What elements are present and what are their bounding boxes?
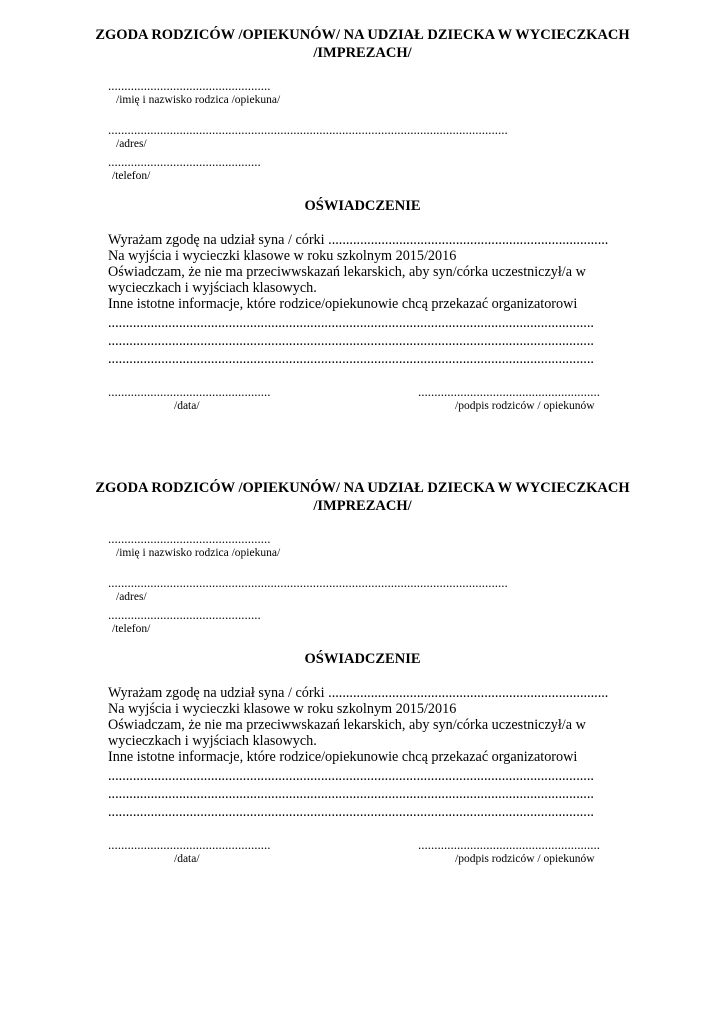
info-field-line[interactable]: ......................................................................................................................................... [108, 315, 594, 331]
statement-heading: OŚWIADCZENIE [304, 651, 421, 667]
phone-label: /telefon/ [112, 623, 151, 635]
signature-field[interactable]: ........................................................ [418, 384, 600, 399]
signature-label: /podpis rodziców / opiekunów [455, 400, 595, 412]
date-field[interactable]: .................................................. [108, 384, 271, 399]
info-field-line[interactable]: ......................................................................................................................................... [108, 804, 594, 820]
info-field-line[interactable]: ......................................................................................................................................... [108, 786, 594, 802]
consent-form-1 [0, 22, 725, 462]
info-field-line[interactable]: ......................................................................................................................................... [108, 351, 594, 367]
address-field[interactable]: ........................................................................................................................... [108, 122, 508, 137]
statement-heading: OŚWIADCZENIE [304, 198, 421, 214]
form-title [80, 26, 645, 62]
info-line: Inne istotne informacje, które rodzice/opiekunowie chcą przekazać organizatorowi [108, 749, 578, 765]
phone-field[interactable]: ............................................... [108, 607, 261, 622]
date-label: /data/ [174, 853, 200, 865]
parent-name-label: /imię i nazwisko rodzica /opiekuna/ [116, 94, 281, 106]
title-line-1: ZGODA RODZICÓW /OPIEKUNÓW/ NA UDZIAŁ DZIECKA W WYCIECZKACH [95, 27, 630, 43]
date-field[interactable]: .................................................. [108, 837, 271, 852]
consent-line[interactable]: Wyrażam zgodę na udział syna / córki ............................................................................... [108, 232, 609, 248]
address-field[interactable]: ........................................................................................................................... [108, 575, 508, 590]
address-label: /adres/ [116, 138, 147, 150]
declaration-line-2: wycieczkach i wyjściach klasowych. [108, 280, 317, 296]
phone-label: /telefon/ [112, 170, 151, 182]
consent-form-2 [0, 475, 725, 915]
declaration-line-2: wycieczkach i wyjściach klasowych. [108, 733, 317, 749]
consent-line[interactable]: Wyrażam zgodę na udział syna / córki ............................................................................... [108, 685, 609, 701]
title-line-2: /IMPREZACH/ [313, 45, 412, 61]
address-label: /adres/ [116, 591, 147, 603]
info-field-line[interactable]: ......................................................................................................................................... [108, 333, 594, 349]
form-title [80, 479, 645, 515]
info-field-line[interactable]: ......................................................................................................................................... [108, 768, 594, 784]
date-label: /data/ [174, 400, 200, 412]
parent-name-field[interactable]: .................................................. [108, 78, 271, 93]
trips-line: Na wyjścia i wycieczki klasowe w roku szkolnym 2015/2016 [108, 248, 457, 264]
parent-name-field[interactable]: .................................................. [108, 531, 271, 546]
title-line-1: ZGODA RODZICÓW /OPIEKUNÓW/ NA UDZIAŁ DZIECKA W WYCIECZKACH [95, 480, 630, 496]
trips-line: Na wyjścia i wycieczki klasowe w roku szkolnym 2015/2016 [108, 701, 457, 717]
signature-label: /podpis rodziców / opiekunów [455, 853, 595, 865]
parent-name-label: /imię i nazwisko rodzica /opiekuna/ [116, 547, 281, 559]
declaration-line-1: Oświadczam, że nie ma przeciwwskazań lekarskich, aby syn/córka uczestniczył/a w [108, 717, 586, 733]
info-line: Inne istotne informacje, które rodzice/opiekunowie chcą przekazać organizatorowi [108, 296, 578, 312]
phone-field[interactable]: ............................................... [108, 154, 261, 169]
declaration-line-1: Oświadczam, że nie ma przeciwwskazań lekarskich, aby syn/córka uczestniczył/a w [108, 264, 586, 280]
signature-field[interactable]: ........................................................ [418, 837, 600, 852]
title-line-2: /IMPREZACH/ [313, 498, 412, 514]
